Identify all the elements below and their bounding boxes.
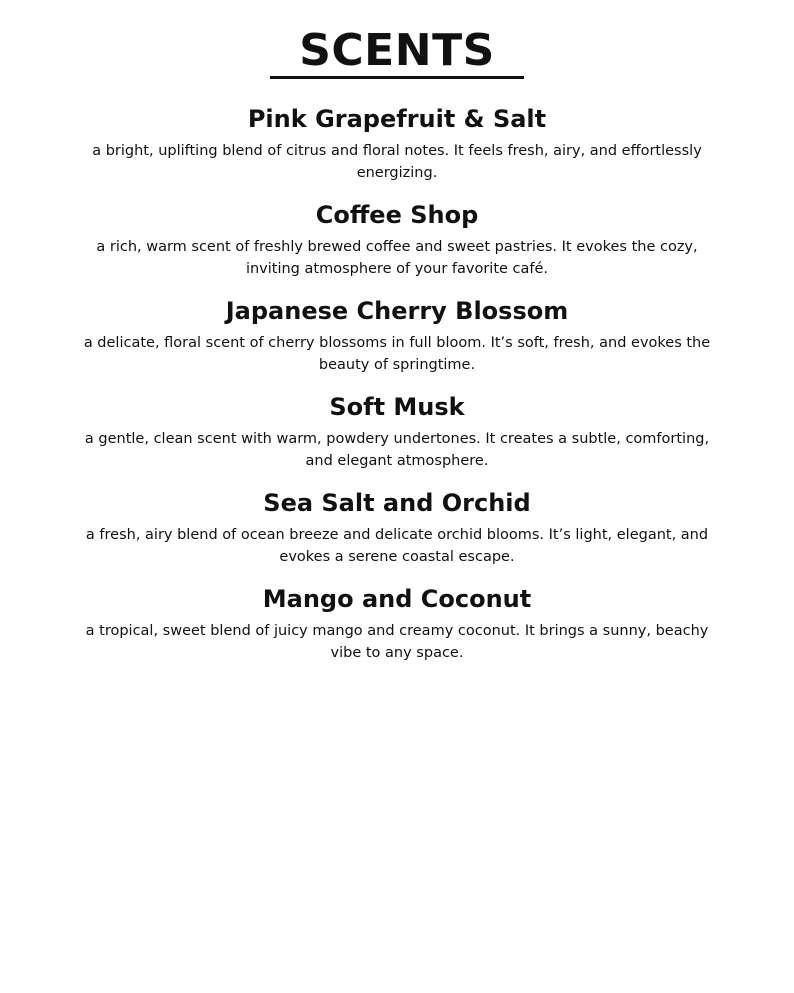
scent-description: a bright, uplifting blend of citrus and floral notes. It feels fresh, airy, and effortlessly energizing. xyxy=(92,143,702,181)
scent-name: Soft Musk xyxy=(329,393,465,421)
scent-item xyxy=(70,102,724,184)
scent-description: a tropical, sweet blend of juicy mango and creamy coconut. It brings a sunny, beachy vibe to any space. xyxy=(85,623,709,661)
scent-description: a fresh, airy blend of ocean breeze and delicate orchid blooms. It’s light, elegant, and evokes a serene coastal escape. xyxy=(85,527,709,565)
scent-name: Japanese Cherry Blossom xyxy=(225,297,569,325)
scent-item xyxy=(70,582,724,664)
scent-item xyxy=(70,390,724,472)
scent-name: Sea Salt and Orchid xyxy=(263,489,531,517)
page-title: SCENTS xyxy=(299,25,495,76)
scent-name: Coffee Shop xyxy=(315,201,479,229)
scent-list xyxy=(70,102,724,678)
title-block xyxy=(0,22,794,80)
scent-name: Mango and Coconut xyxy=(262,585,532,613)
scent-description: a gentle, clean scent with warm, powdery undertones. It creates a subtle, comforting, and elegant atmosphere. xyxy=(84,431,710,469)
scent-description: a rich, warm scent of freshly brewed coffee and sweet pastries. It evokes the cozy, inviting atmosphere of your favorite café. xyxy=(96,239,698,277)
scent-name: Pink Grapefruit & Salt xyxy=(247,105,547,133)
scent-description: a delicate, floral scent of cherry blossoms in full bloom. It’s soft, fresh, and evokes the beauty of springtime. xyxy=(83,335,711,373)
scent-item xyxy=(70,294,724,376)
scent-item xyxy=(70,198,724,280)
scent-item xyxy=(70,486,724,568)
title-underline xyxy=(270,76,524,79)
